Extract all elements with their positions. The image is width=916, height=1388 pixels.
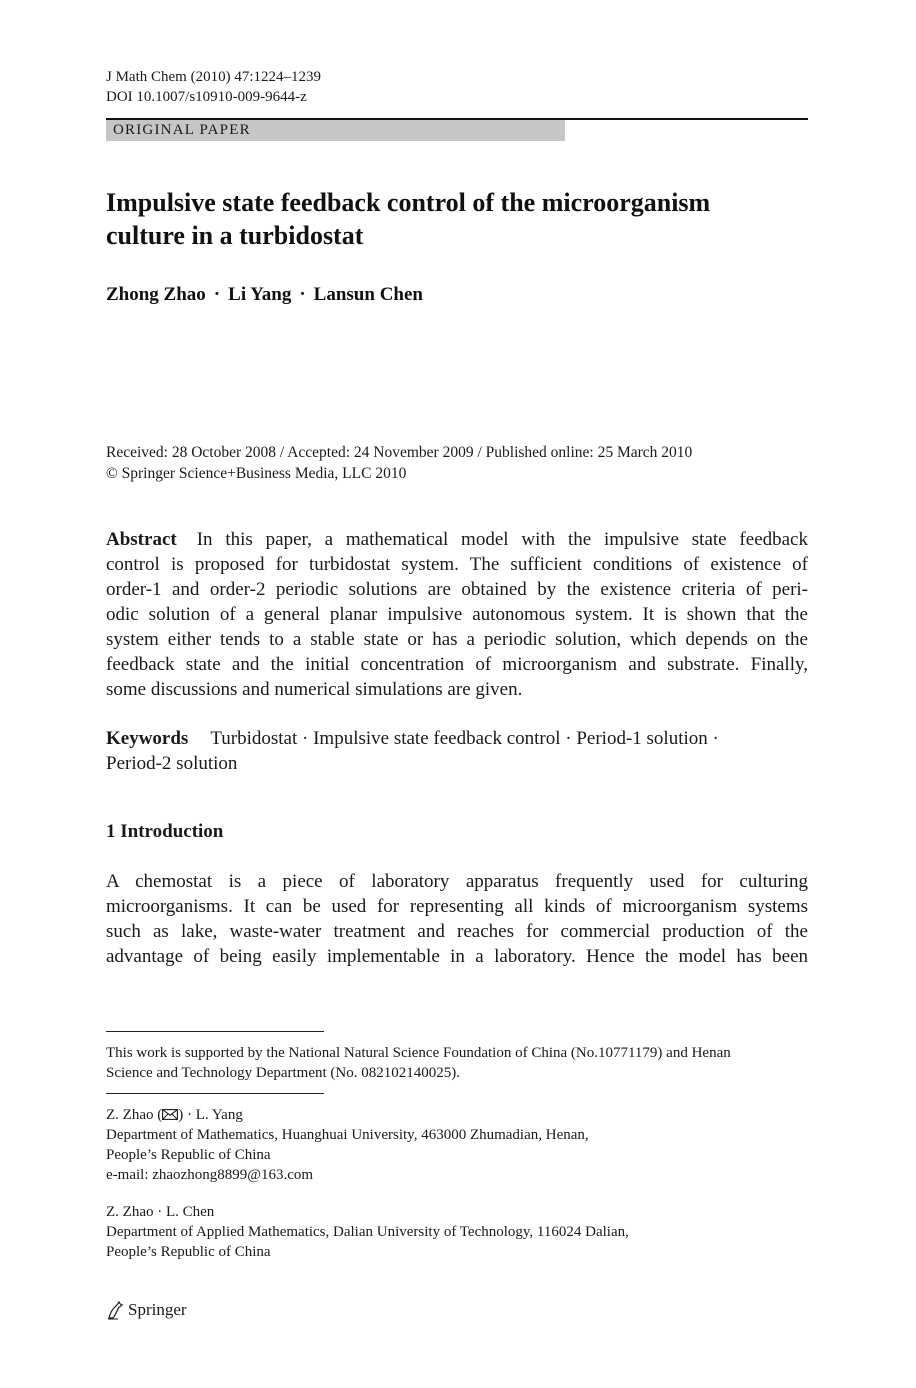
abstract-line: odic solution of a general planar impulsive autonomous system. It is shown that the — [106, 604, 808, 625]
doi: DOI 10.1007/s10910-009-9644-z — [106, 89, 307, 105]
paper-title — [106, 186, 808, 252]
abstract — [106, 527, 808, 702]
affiliation-line: People’s Republic of China — [106, 1244, 271, 1260]
funding-line: Science and Technology Department (No. 082102140025). — [106, 1065, 461, 1081]
envelope-icon — [162, 1109, 178, 1120]
abstract-line: control is proposed for turbidostat system. The sufficient conditions of existence of — [106, 554, 808, 575]
affiliation-line: Department of Mathematics, Huanghuai University, 463000 Zhumadian, Henan, — [106, 1127, 589, 1143]
footnote-rule — [106, 1031, 324, 1032]
keywords-label: Keywords — [106, 728, 189, 749]
affiliation-names: Z. Zhao · L. Chen — [106, 1204, 215, 1220]
keywords-line: Period-2 solution — [106, 753, 238, 774]
title-line-1: Impulsive state feedback control of the microorganism — [106, 188, 711, 217]
funding-footnote — [106, 1043, 808, 1083]
introduction-line: such as lake, waste-water treatment and reaches for commercial production of the — [106, 921, 808, 942]
affiliation-line: People’s Republic of China — [106, 1147, 271, 1163]
article-type-label: ORIGINAL PAPER — [113, 122, 251, 138]
abstract-line: feedback state and the initial concentration of microorganism and substrate. Finally, — [106, 654, 808, 675]
journal-reference: J Math Chem (2010) 47:1224–1239 — [106, 69, 321, 85]
email-line[interactable]: e-mail: zhaozhong8899@163.com — [106, 1167, 314, 1183]
keywords-line: Keywords Turbidostat · Impulsive state feedback control · Period-1 solution · — [106, 728, 719, 749]
introduction-body — [106, 869, 808, 969]
introduction-line: advantage of being easily implementable in a laboratory. Hence the model has been — [106, 946, 808, 967]
copyright-line: © Springer Science+Business Media, LLC 2010 — [106, 465, 407, 482]
author-name: Zhong Zhao — [106, 284, 206, 305]
article-type-banner — [106, 120, 565, 141]
abstract-line: system either tends to a stable state or has a periodic solution, which depends on the — [106, 629, 808, 650]
publication-dates — [106, 442, 692, 484]
introduction-line: A chemostat is a piece of laboratory apparatus frequently used for culturing — [106, 871, 808, 892]
abstract-line: order-1 and order-2 periodic solutions are obtained by the existence criteria of peri- — [106, 579, 808, 600]
publisher-name: Springer — [128, 1300, 187, 1319]
abstract-label: Abstract — [106, 529, 177, 550]
publisher-logo — [106, 1298, 187, 1322]
affiliation-1 — [106, 1105, 808, 1185]
abstract-line: some discussions and numerical simulations are given. — [106, 679, 523, 700]
author-list — [106, 283, 423, 307]
title-line-2: culture in a turbidostat — [106, 221, 364, 250]
affiliation-names: Z. Zhao ( ) · L. Yang — [106, 1107, 243, 1123]
affiliation-2 — [106, 1202, 808, 1262]
abstract-line: Abstract In this paper, a mathematical model with the impulsive state feedback — [106, 529, 808, 550]
author-name: Lansun Chen — [313, 284, 423, 305]
springer-horse-icon — [106, 1300, 124, 1320]
footnote-rule — [106, 1093, 324, 1094]
received-accepted-dates: Received: 28 October 2008 / Accepted: 24 November 2009 / Published online: 25 March 2010 — [106, 444, 693, 461]
affiliation-line: Department of Applied Mathematics, Dalian University of Technology, 116024 Dalian, — [106, 1224, 629, 1240]
author-name: Li Yang — [228, 284, 292, 305]
author-separator: · — [299, 284, 306, 305]
introduction-line: microorganisms. It can be used for representing all kinds of microorganism systems — [106, 896, 808, 917]
funding-line: This work is supported by the National Natural Science Foundation of China (No.10771179) and Henan — [106, 1045, 731, 1061]
section-heading-introduction: 1 Introduction — [106, 821, 224, 842]
keywords — [106, 726, 808, 776]
author-separator: · — [213, 284, 221, 305]
